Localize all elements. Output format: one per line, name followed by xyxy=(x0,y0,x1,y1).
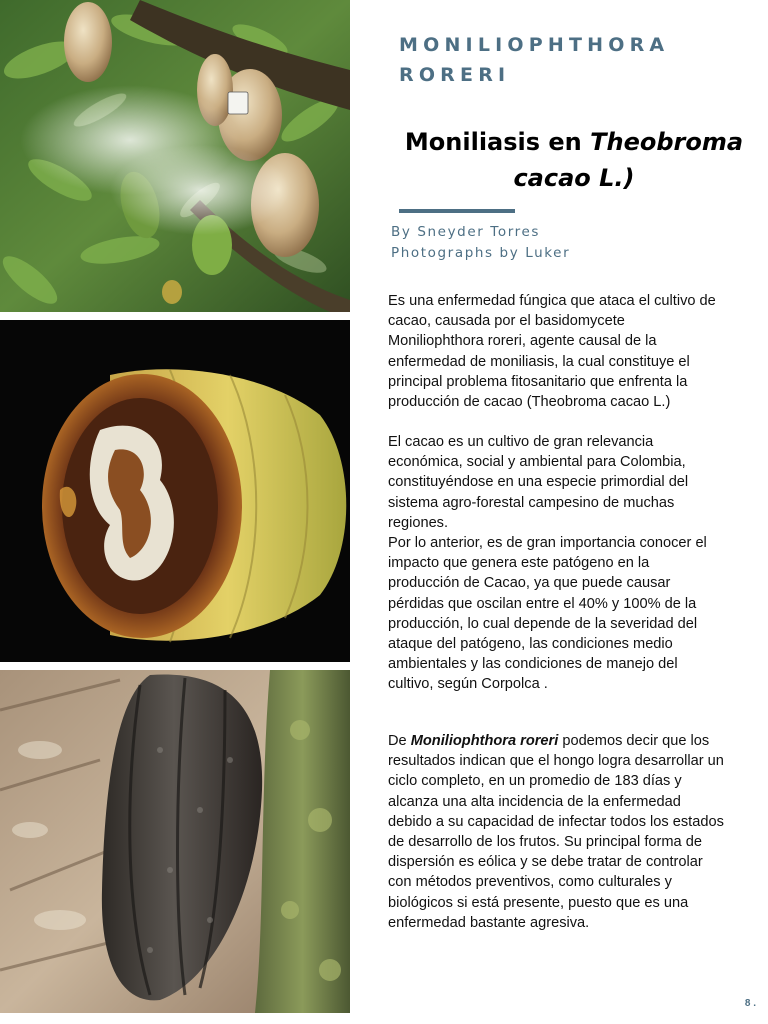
title-plain-part: Moniliasis en xyxy=(404,128,591,156)
paragraph-3: Por lo anterior, es de gran importancia conocer el impacto que genera este patógeno en la producción de Cacao, ya que puede causar pérdidas que oscilan entre el 40% y 100% de la producción, lo cual depende de la severidad del ataque del patógeno, las condiciones medio ambientales y las condiciones de manejo del cultivo, según Corpolca . xyxy=(388,535,707,693)
paragraph-4 xyxy=(388,731,724,933)
photo-mummified-pod-on-trunk xyxy=(0,670,350,1013)
photo-cacao-tree-illustration xyxy=(0,0,350,312)
paragraph-2: El cacao es un cultivo de gran relevancia económica, social y ambiental para Colombia, constituyéndose en una especie primordial del sistema agro-forestal campesino de muchas regiones. xyxy=(388,434,689,531)
photo-mummified-pod-illustration xyxy=(0,670,350,1013)
article-kicker xyxy=(399,30,739,90)
article-title xyxy=(390,124,758,196)
byline: By Sneyder Torres xyxy=(391,224,540,240)
title-italic-part: Theobroma cacao L.) xyxy=(513,128,744,192)
paragraph-4-species: Moniliophthora roreri xyxy=(410,733,559,749)
photo-infected-pod-cross-section xyxy=(0,320,350,662)
photo-pod-section-illustration xyxy=(0,320,350,662)
page-number: 8 . xyxy=(744,998,756,1009)
title-divider xyxy=(399,209,515,213)
paragraph-4-lead: De xyxy=(388,733,411,749)
photo-credit: Photographs by Luker xyxy=(391,245,571,261)
kicker-line-1: MONILIOPHTHORA xyxy=(399,34,670,56)
photo-cacao-tree-spores xyxy=(0,0,350,312)
kicker-line-2: RORERI xyxy=(399,64,511,86)
paragraph-1: Es una enfermedad fúngica que ataca el cultivo de cacao, causada por el basidomycete Moniliophthora roreri, agente causal de la enfermedad de moniliasis, la cual constituye el principal problema fitosanitario que enfrenta la producción de cacao (Theobroma cacao L.) xyxy=(388,293,716,411)
paragraph-4-rest: podemos decir que los resultados indican que el hongo logra desarrollar un ciclo completo, en un promedio de 183 días y alcanza una alta incidencia de la enfermedad debido a su capacidad de infectar todos los estados de desarrollo de los frutos. Su principal forma de dispersión es eólica y se debe tratar de controlar con métodos preventivos, como culturales y biológicos si está presente, puesto que es una enfermedad bastante agresiva. xyxy=(388,733,724,931)
